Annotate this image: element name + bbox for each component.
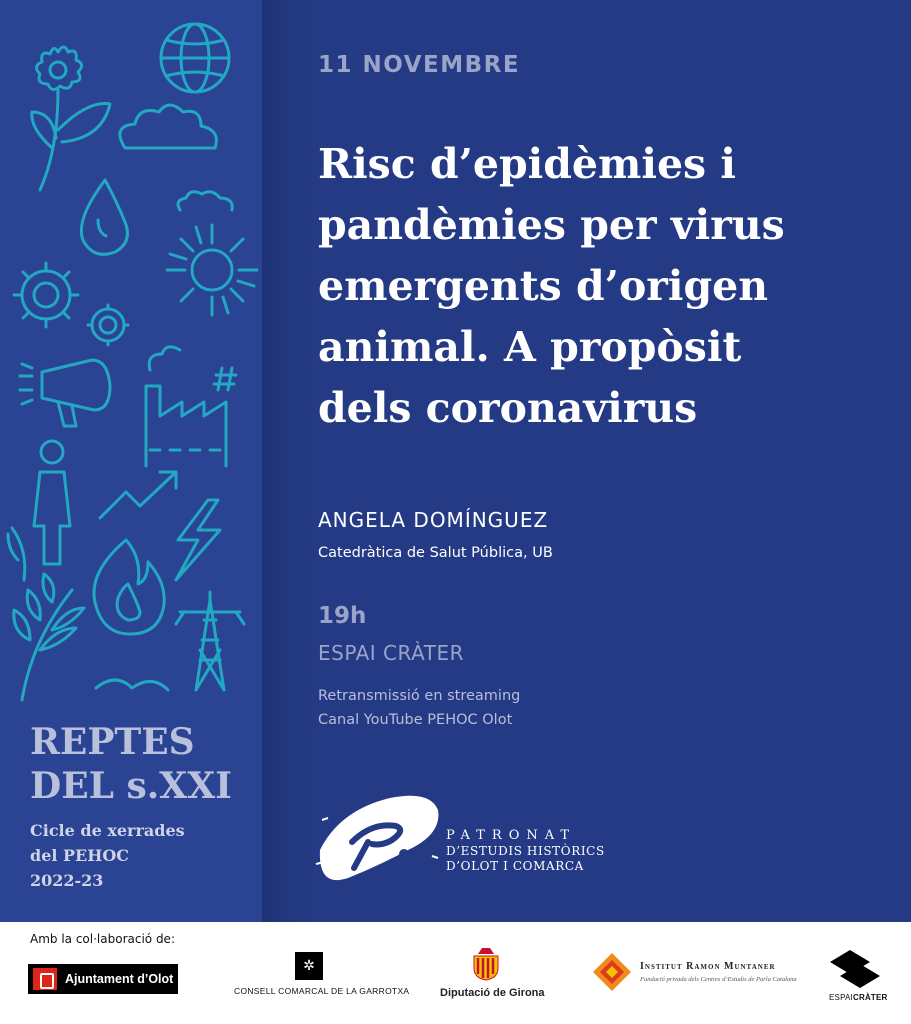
icon-illustration [0,20,262,710]
event-title [318,134,898,439]
event-title-line: emergents d’origen [318,262,769,310]
diputacio-girona-label: Diputació de Girona [440,987,545,999]
ajuntament-mark-icon [33,968,57,990]
speaker-name: ANGELA DOMÍNGUEZ [318,508,549,532]
event-venue: ESPAI CRÀTER [318,641,464,665]
institut-ramon-muntaner-icon [592,952,632,992]
crater-label-b: CRÀTER [852,993,888,1002]
megaphone-icon [20,360,110,426]
collaboration-label: Amb la col·laboració de: [30,932,175,946]
series-title [30,720,260,808]
series-year: 2022-23 [30,871,104,890]
hill-icon [96,680,168,690]
water-drop-icon [81,180,127,254]
series-title-line: DEL s.XXI [30,765,233,807]
factory-icon [146,347,226,466]
lightning-icon [176,500,220,580]
event-title-line: Risc d’epidèmies i [318,140,736,188]
series-subtitle-line: del PEHOC [30,846,130,865]
speaker-role: Catedràtica de Salut Pública, UB [318,545,553,561]
espai-crater-icon [826,948,884,990]
pehoc-line: D’OLOT I COMARCA [446,859,584,873]
crater-label-a: ESPAI [829,993,853,1002]
event-title-line: animal. A propòsit [318,323,742,371]
consell-comarcal-label: CONSELL COMARCAL DE LA GARROTXA [234,986,410,996]
consell-comarcal-icon: ✲ [295,952,323,980]
power-tower-icon [176,592,244,690]
event-time: 19h [318,603,367,629]
institut-ramon-muntaner-subtitle: Fundació privada dels Centres d’Estudis de Parla Catalana [640,976,797,983]
wheat-icon [8,528,84,700]
pehoc-name [446,828,605,874]
cloud-icon [120,105,232,210]
event-date: 11 NOVEMBRE [318,52,521,78]
espai-crater-label [829,993,888,1002]
left-panel [0,0,262,922]
diputacio-shield-icon [472,946,500,982]
ajuntament-olot-logo [28,964,178,994]
trend-arrow-icon [100,472,176,518]
panel-shadow [262,0,324,922]
series-subtitle [30,818,260,893]
ajuntament-label: Ajuntament d’Olot [65,972,174,986]
pehoc-logo-icon [312,790,442,885]
gear-icon [14,263,128,345]
stream-info [318,684,520,732]
stream-line: Retransmissió en streaming [318,688,521,704]
institut-ramon-muntaner-label: Institut Ramon Muntaner [640,961,776,972]
flower-icon [32,47,110,190]
pehoc-line: PATRONAT [446,828,577,843]
event-title-line: dels coronavirus [318,384,698,432]
stream-channel: Canal YouTube PEHOC Olot [318,712,513,728]
hashtag-icon [214,368,236,390]
pehoc-line: D’ESTUDIS HISTÒRICS [446,844,605,858]
flame-icon [94,540,164,634]
person-icon [34,441,70,564]
sun-icon [167,225,257,315]
globe-icon [161,24,229,92]
series-title-line: REPTES [30,721,195,763]
series-subtitle-line: Cicle de xerrades [30,821,185,840]
event-title-line: pandèmies per virus [318,201,785,249]
